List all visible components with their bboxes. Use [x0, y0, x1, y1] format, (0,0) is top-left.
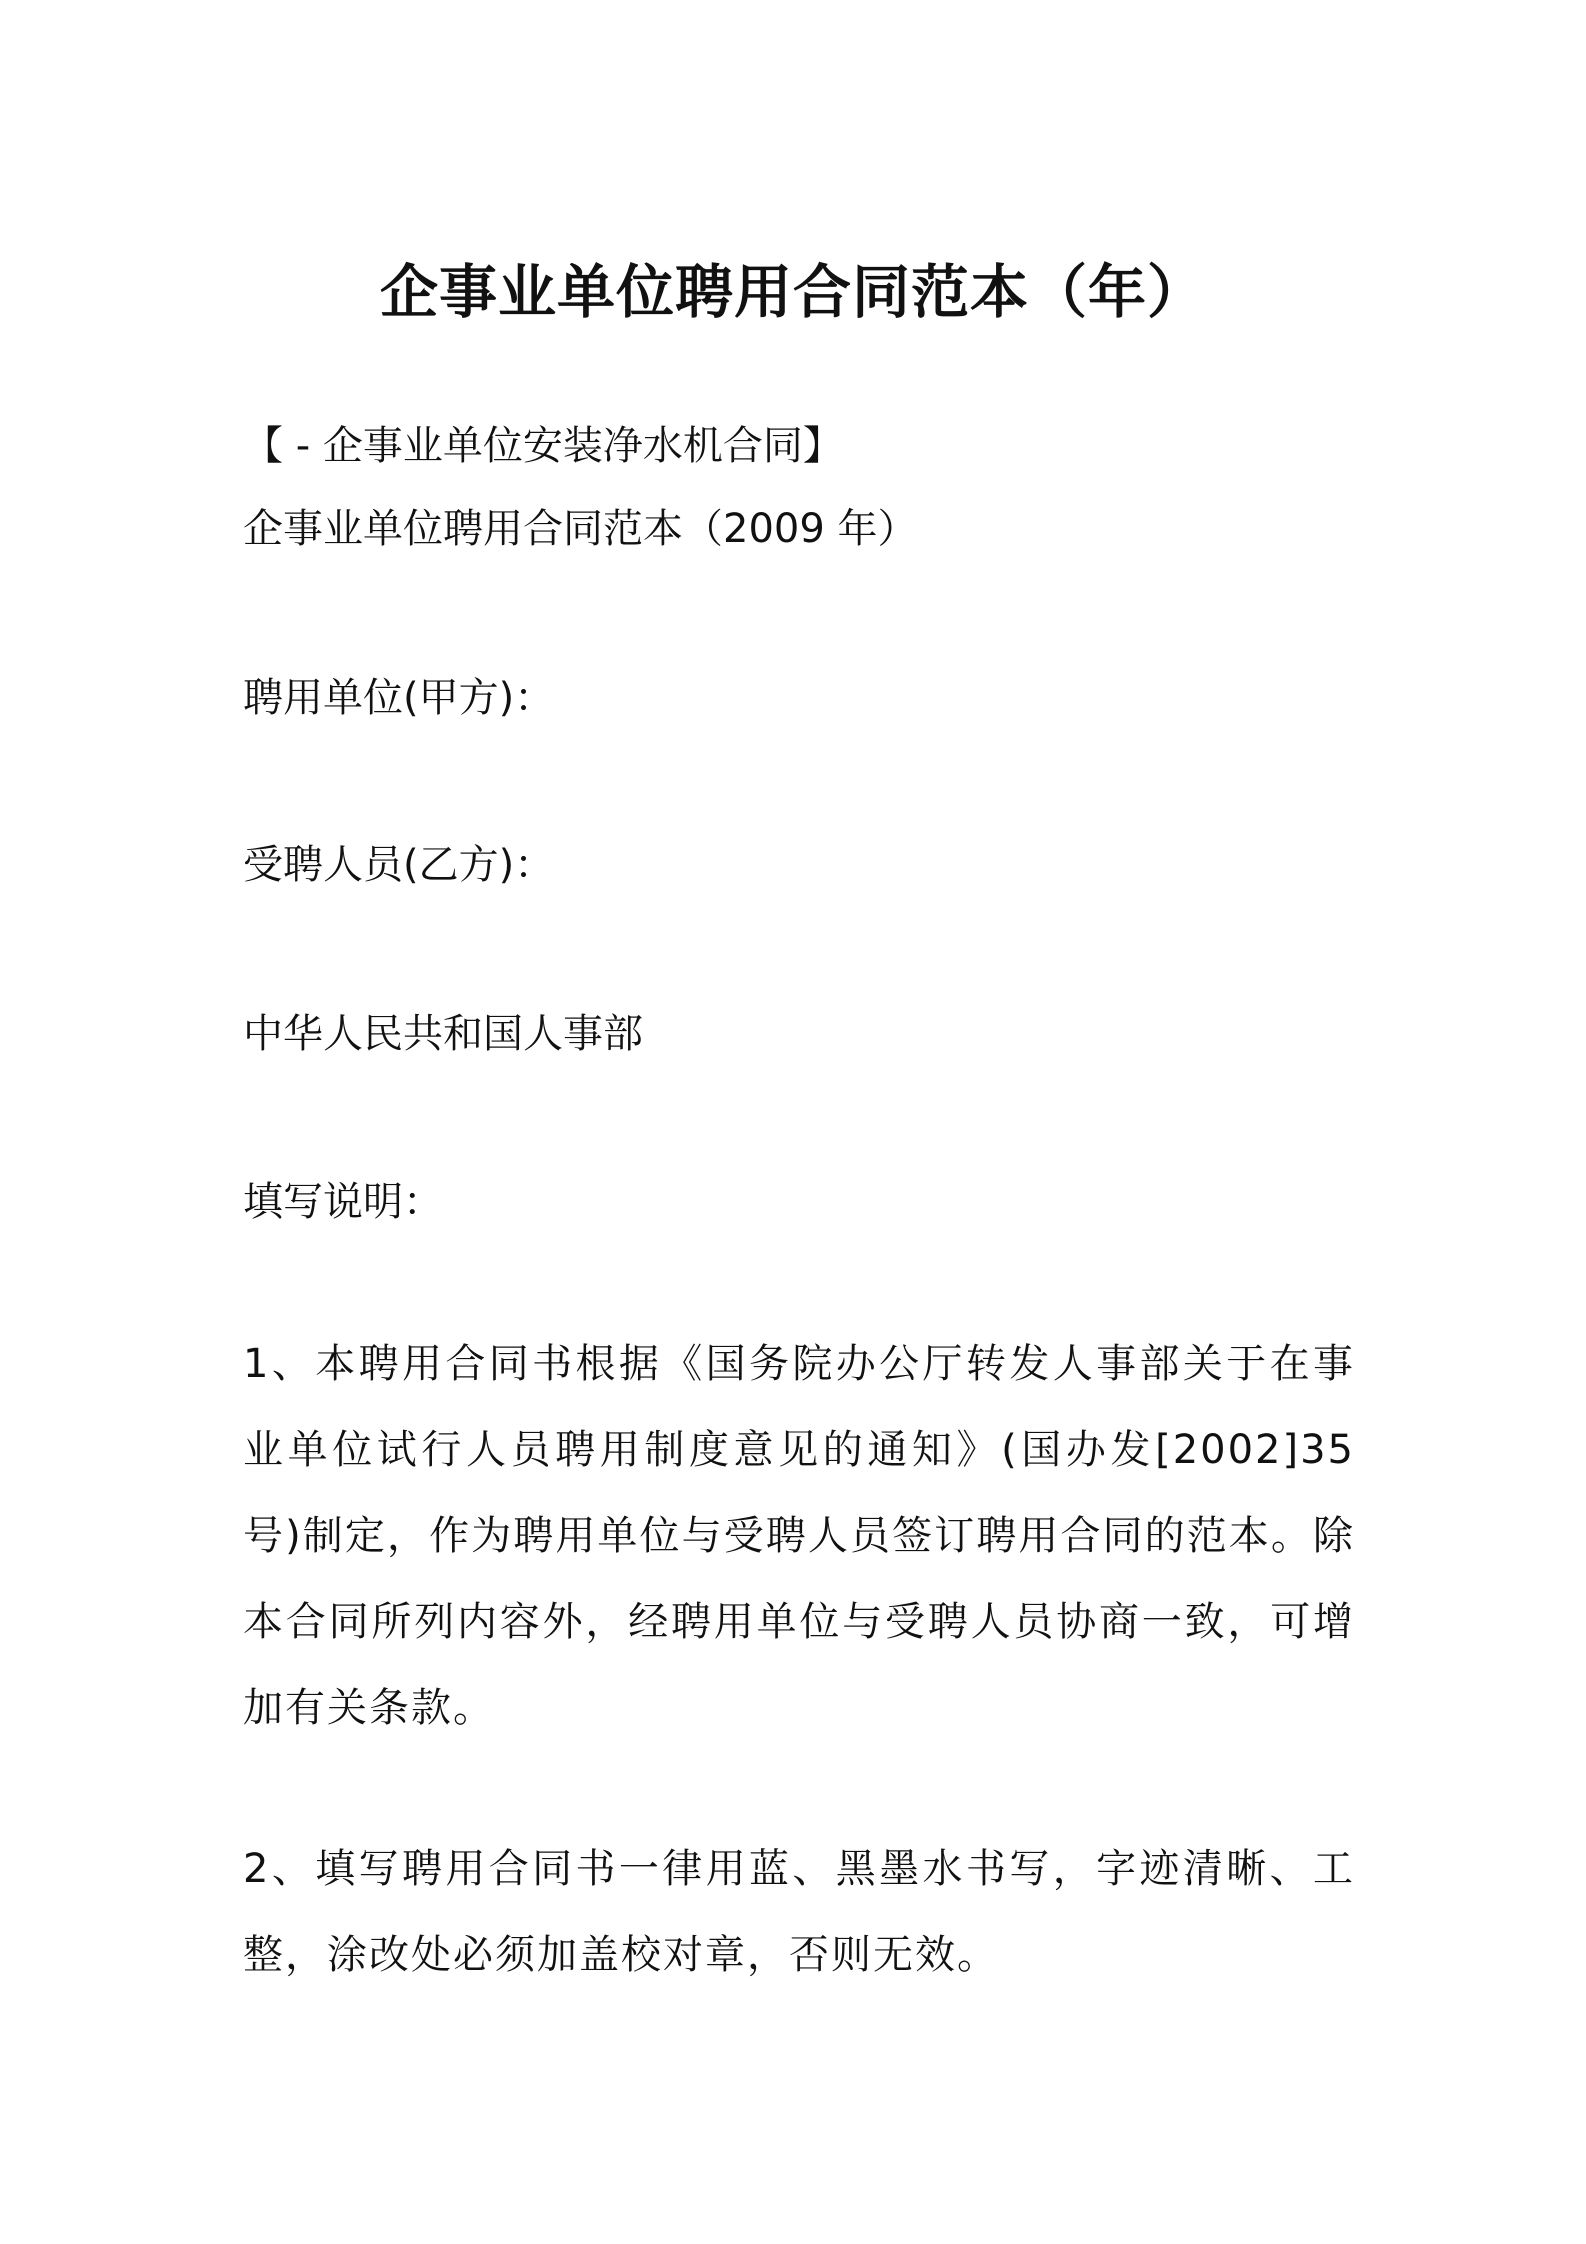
bracket-line: 【 - 企事业单位安装净水机合同】	[243, 423, 843, 469]
document-title: 企事业单位聘用合同范本（年）	[379, 258, 1206, 326]
instruction-item-1: 1、本聘用合同书根据《国务院办公厅转发人事部关于在事业单位试行人员聘用制度意见的通知》(国办发[2002]35 号)制定，作为聘用单位与受聘人员签订聘用合同的范本。除本合同所列内容外，经聘用单位与受聘人员协商一致，可增加有关条款。	[243, 1341, 1355, 1731]
instruction-item-2: 2、填写聘用合同书一律用蓝、黑墨水书写，字迹清晰、工整，涂改处必须加盖校对章，否则无效。	[243, 1846, 1355, 1978]
employer-label: 聘用单位(甲方)：	[243, 675, 555, 721]
issuer-line: 中华人民共和国人事部	[243, 1011, 643, 1057]
instructions-heading: 填写说明：	[243, 1179, 443, 1225]
document-subtitle: 企事业单位聘用合同范本（2009 年）	[243, 506, 918, 552]
employee-label: 受聘人员(乙方)：	[243, 842, 555, 888]
